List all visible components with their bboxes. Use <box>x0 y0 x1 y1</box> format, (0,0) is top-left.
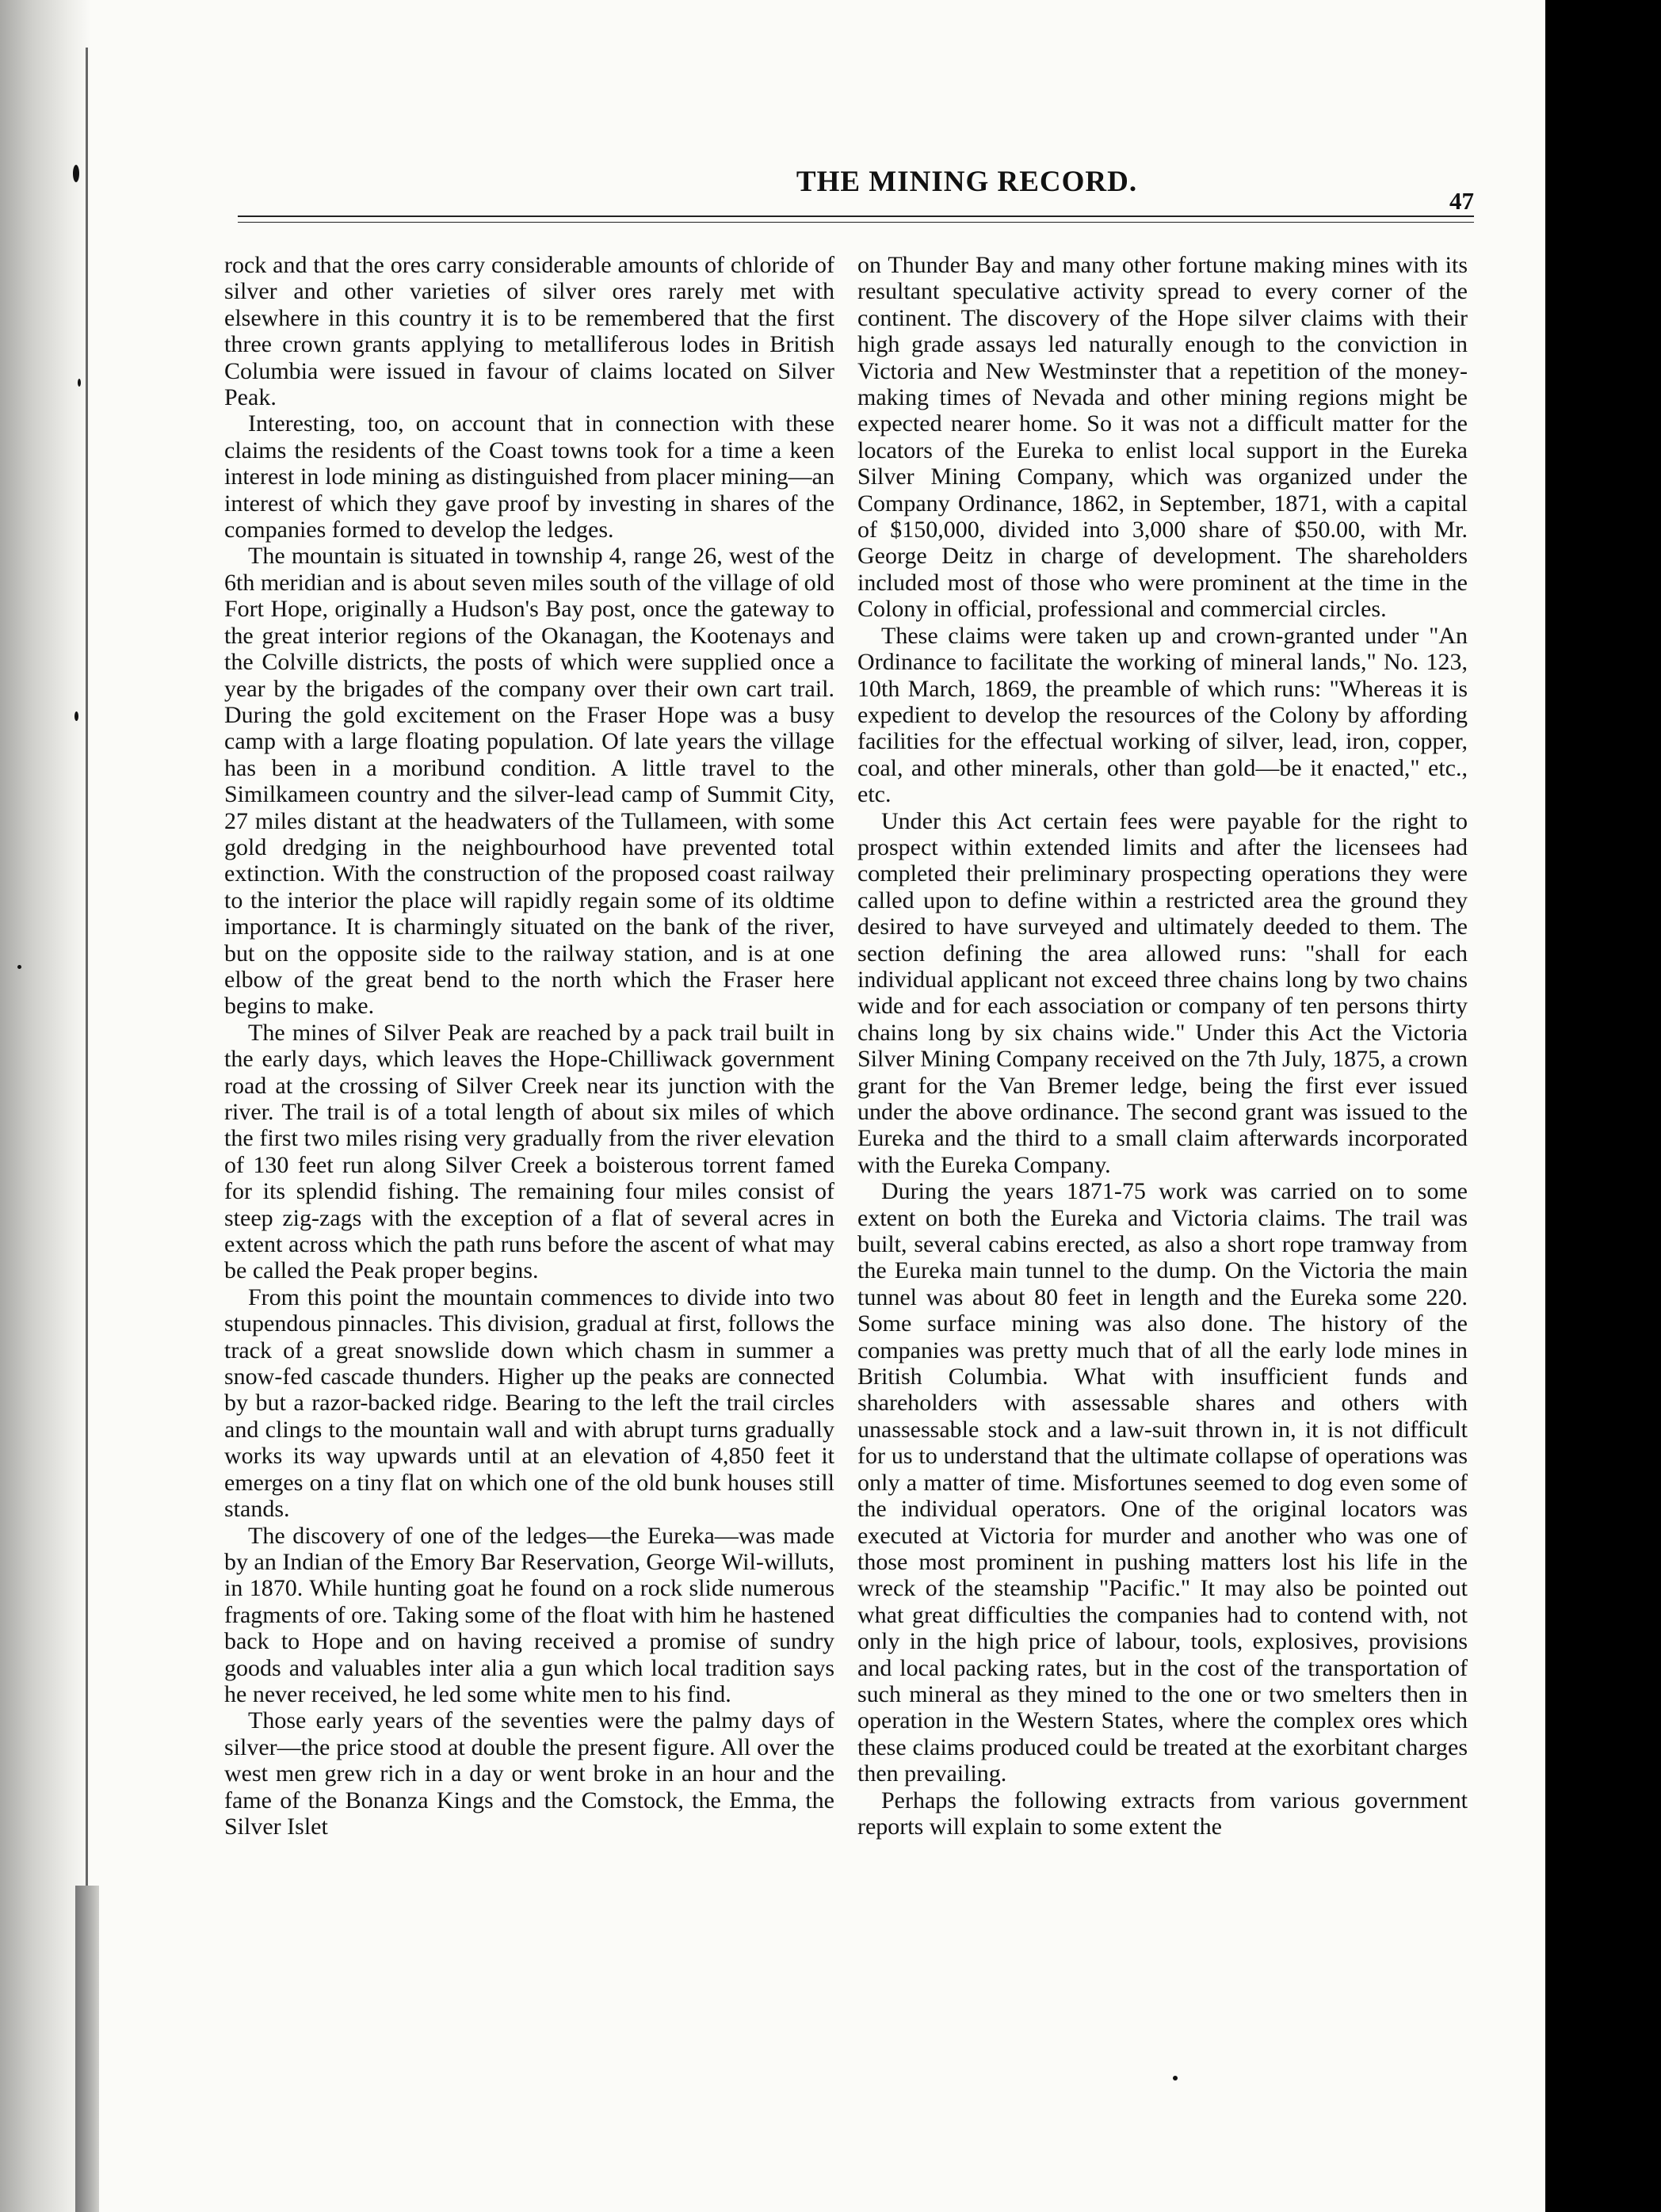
paragraph: Under this Act certain fees were payable for the right to prospect within extended limits and after the licensees had completed their preliminary prospecting operations they were called upon to define within a restricted area the ground they desired to have surveyed and ultimately deeded to them. The section defining the area allowed runs: "shall for each individual applicant not exceed three chains long by two chains wide and for each association or company of ten persons thirty chains long by six chains wide." Under this Act the Victoria Silver Mining Company received on the 7th July, 1875, a crown grant for the Van Bremer ledge, being the first ever issued under the above ordinance. The second grant was issued to the Eureka and the third to a small claim afterwards incorporated with the Eureka Company. <box>857 807 1468 1178</box>
scan-speck <box>74 711 78 721</box>
paragraph: These claims were taken up and crown-granted under "An Ordinance to facilitate the working of mineral lands," No. 123, 10th March, 1869, the preamble of which runs: "Whereas it is expedient to develop the resources of the Colony by affording facilities for the effectual working of silver, lead, iron, copper, coal, and other minerals, other than gold—be it enacted," etc., etc. <box>857 622 1468 808</box>
paragraph: From this point the mountain commences to divide into two stupendous pinnacles. This division, gradual at first, follows the track of a great snowslide down which chasm in summer a snow-fed cascade thunders. Higher up the peaks are connected by but a razor-backed ridge. Bearing to the left the trail circles and clings to the mountain wall and with abrupt turns gradually works its way upwards until at an elevation of 4,850 feet it emerges on a tiny flat on which one of the old bunk houses still stands. <box>224 1283 834 1523</box>
paragraph: Interesting, too, on account that in connection with these claims the residents of the Coast towns took for a time a keen interest in lode mining as distinguished from placer mining—an interest of which they gave proof by investing in shares of the companies formed to develop the ledges. <box>224 410 834 543</box>
binding-shadow <box>0 0 91 2212</box>
paragraph: The mountain is situated in township 4, range 26, west of the 6th meridian and is about seven miles south of the village of old Fort Hope, originally a Hudson's Bay post, once the gateway to the great interior regions of the Okanagan, the Kootenays and the Colville districts, the posts of which were supplied once a year by the brigades of the company over their own cart trail. During the gold excitement on the Fraser Hope was a busy camp with a large floating population. Of late years the village has been in a moribund condition. A little travel to the Similkameen country and the silver-lead camp of Summit City, 27 miles distant at the headwaters of the Tullameen, with some gold dredging in the neighbourhood have prevented total extinction. With the construction of the proposed coast railway to the interior the place will rapidly regain some of its oldtime importance. It is charmingly situated on the bank of the river, but on the opposite side to the railway station, and is at one elbow of the great bend to the north which the Fraser here begins to make. <box>224 543 834 1020</box>
right-text-column <box>857 252 1468 1840</box>
scan-speck <box>78 379 81 387</box>
binding-bottom-shadow <box>75 1886 99 2212</box>
binding-edge-line <box>86 48 88 2052</box>
page-header <box>238 165 1474 215</box>
scan-speck <box>73 165 79 182</box>
left-text-column <box>224 252 834 1840</box>
paragraph: on Thunder Bay and many other fortune making mines with its resultant speculative activity spread to every corner of the continent. The discovery of the Hope silver claims with their high grade assays led naturally enough to the conviction in Victoria and New Westminster that a repetition of the money-making times of Nevada and other mining regions might be expected nearer home. So it was not a difficult matter for the locators of the Eureka to enlist local support in the Eureka Silver Mining Company, which was organized under the Company Ordinance, 1862, in September, 1871, with a capital of $150,000, divided into 3,000 share of $50.00, with Mr. George Deitz in charge of development. The shareholders included most of those who were prominent at the time in the Colony in official, professional and commercial circles. <box>857 252 1468 623</box>
paragraph: rock and that the ores carry considerable amounts of chloride of silver and other varieties of silver ores rarely met with elsewhere in this country it is to be remembered that the first three crown grants applying to metalliferous lodes in British Columbia were issued in favour of claims located on Silver Peak. <box>224 252 834 411</box>
scan-speck <box>1173 2076 1178 2080</box>
paragraph: The mines of Silver Peak are reached by a pack trail built in the early days, which leaves the Hope-Chilliwack government road at the crossing of Silver Creek near its junction with the river. The trail is of a total length of about six miles of which the first two miles rising very gradually from the river elevation of 130 feet run along Silver Creek a boisterous torrent famed for its splendid fishing. The remaining four miles consist of steep zig-zags with the exception of a flat of several acres in extent across which the path runs before the ascent of what may be called the Peak proper begins. <box>224 1019 834 1284</box>
paragraph: The discovery of one of the ledges—the Eureka—was made by an Indian of the Emory Bar Reservation, George Wil-willuts, in 1870. While hunting goat he found on a rock slide numerous fragments of ore. Taking some of the float with him he hastened back to Hope and on having received a promise of sundry goods and valuables inter alia a gun which local tradition says he never received, he led some white men to his find. <box>224 1522 835 1707</box>
scan-speck <box>17 965 21 969</box>
header-rule-top <box>238 215 1474 217</box>
header-rule-bottom <box>238 222 1474 223</box>
page-number: 47 <box>1449 187 1474 215</box>
paragraph: Perhaps the following extracts from various government reports will explain to some extent the <box>857 1787 1468 1840</box>
paragraph: During the years 1871-75 work was carried on to some extent on both the Eureka and Victoria claims. The trail was built, several cabins erected, as also a short rope tramway from the Eureka main tunnel to the dump. On the Victoria the main tunnel was about 80 feet in length and the Eureka some 220. Some surface mining was also done. The history of the companies was pretty much that of all the early lode mines in British Columbia. What with insufficient funds and shareholders with assessable shares and others with unassessable stock and a law-suit thrown in, it is not difficult for us to understand that the ultimate collapse of operations was only a matter of time. Misfortunes seemed to dog even some of the individual operators. One of the original locators was executed at Victoria for murder and another who was one of those most prominent in pushing matters lost his life in the wreck of the steamship "Pacific." It may also be pointed out what great difficulties the companies had to contend with, not only in the high price of labour, tools, explosives, provisions and local packing rates, but in the cost of the transportation of such mineral as they mined to the one or two smelters then in operation in the Western States, where the complex ores which these claims produced could be treated at the exorbitant charges then prevailing. <box>857 1178 1468 1787</box>
running-title: THE MINING RECORD. <box>796 166 1138 198</box>
paragraph: Those early years of the seventies were the palmy days of silver—the price stood at double the present figure. All over the west men grew rich in a day or went broke in an hour and the fame of the Bonanza Kings and the Comstock, the Emma, the Silver Islet <box>224 1707 834 1840</box>
